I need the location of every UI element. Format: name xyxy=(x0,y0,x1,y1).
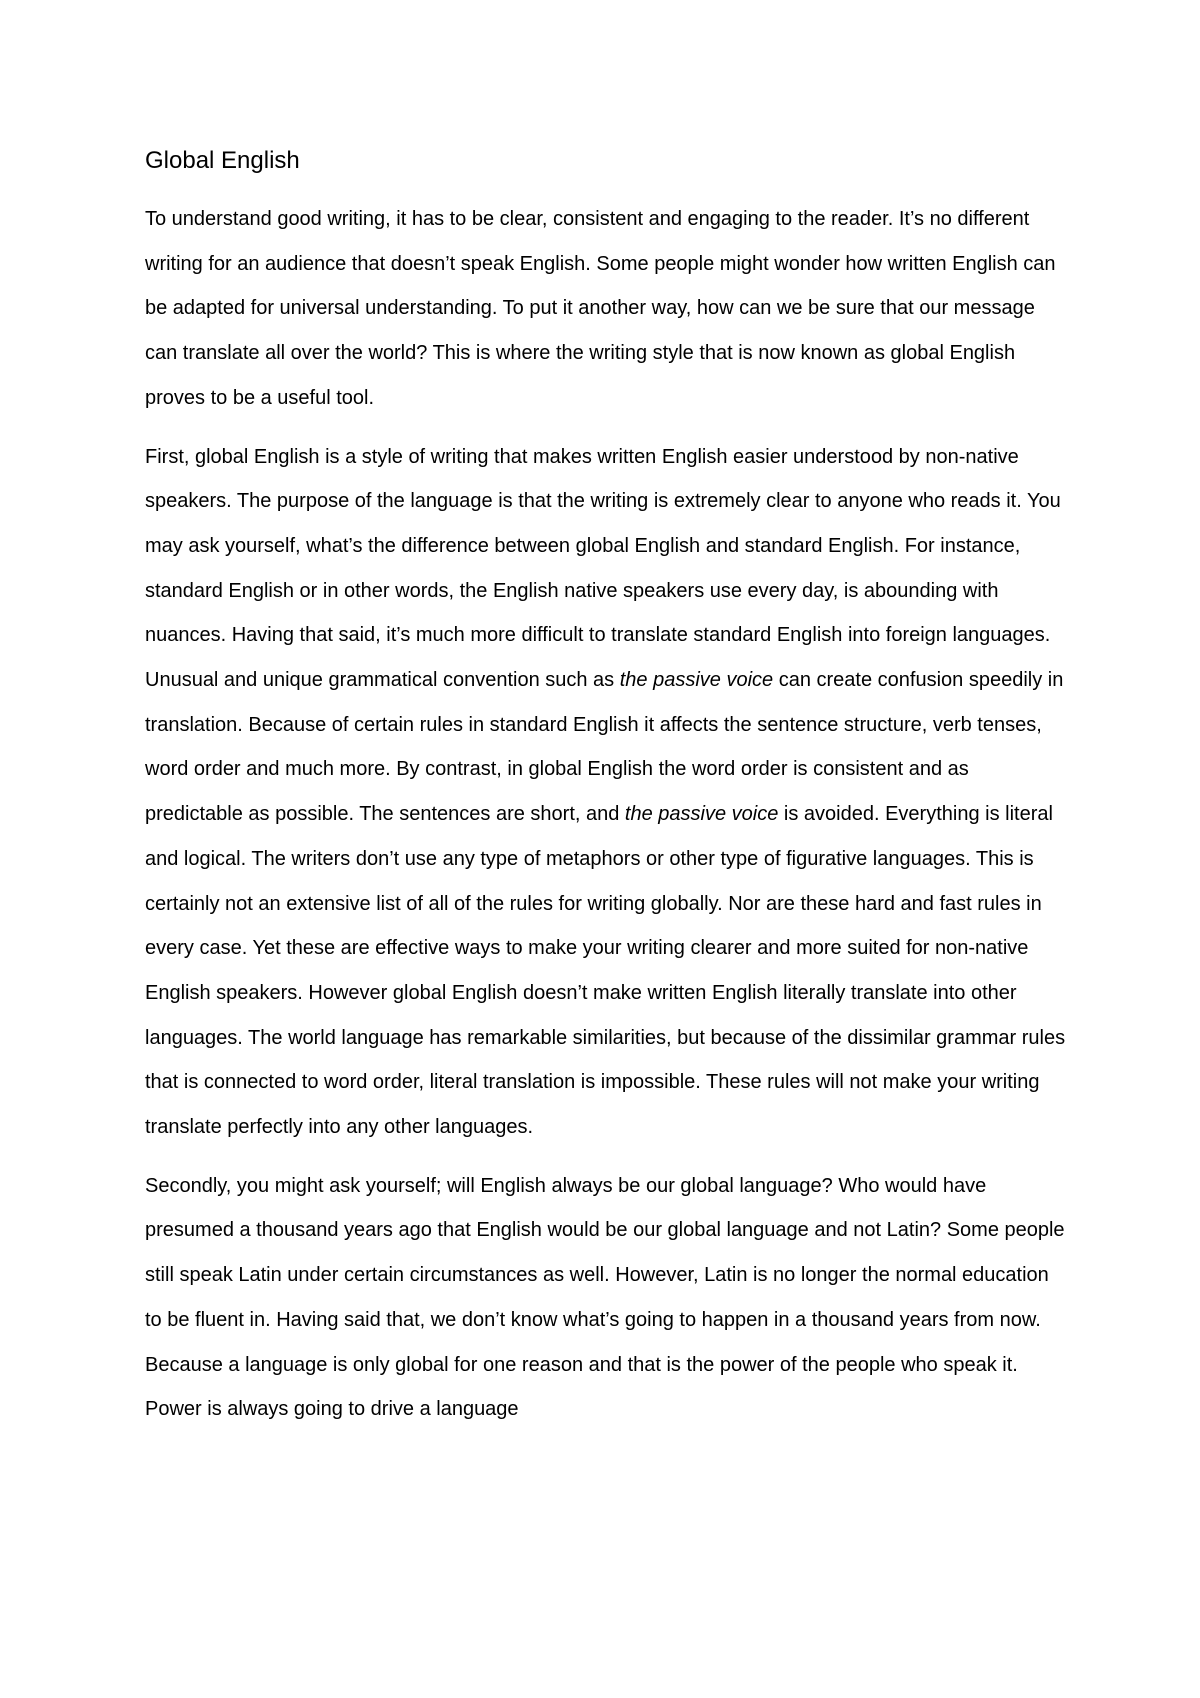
paragraph-first-text-1: First, global English is a style of writing that makes written English easier understood by non-native speakers. The purpose of the language is that the writing is extremely clear to anyone who reads it. You may ask yourself, what’s the difference between global English and standard English. For instance, standard English or in other words, the English native speakers use every day, is abounding with nuances. Having that said, it’s much more difficult to translate standard English into foreign languages. Unusual and unique grammatical convention such as xyxy=(145,445,1061,692)
paragraph-first-text-3: is avoided. Everything is literal and logical. The writers don’t use any type of metaphors or other type of figurative languages. This is certainly not an extensive list of all of the rules for writing globally. Nor are these hard and fast rules in every case. Yet these are effective ways to make your writing clearer and more suited for non-native English speakers. However global English doesn’t make written English literally translate into other languages. The world language has remarkable similarities, but because of the dissimilar grammar rules that is connected to word order, literal translation is impossible. These rules will not make your writing translate perfectly into any other languages. xyxy=(145,803,1066,1139)
paragraph-first xyxy=(145,435,1067,1150)
paragraph-first-text-2: can create confusion speedily in translation. Because of certain rules in standard English it affects the sentence structure, verb tenses, word order and much more. By contrast, in global English the word order is consistent and as predictable as possible. The sentences are short, and xyxy=(145,669,1064,826)
italic-passive-voice-1: the passive voice xyxy=(619,669,774,692)
paragraph-second: Secondly, you might ask yourself; will English always be our global language? Who would have presumed a thousand years ago that English would be our global language and not Latin? Some people still speak Latin under certain circumstances as well. However, Latin is no longer the normal education to be fluent in. Having said that, we don’t know what’s going to happen in a thousand years from now. Because a language is only global for one reason and that is the power of the people who speak it. Power is always going to drive a language xyxy=(145,1174,1065,1421)
document-title: Global English xyxy=(145,147,300,174)
paragraph-intro: To understand good writing, it has to be clear, consistent and engaging to the reader. It’s no different writing for an audience that doesn’t speak English. Some people might wonder how written English can be adapted for universal understanding. To put it another way, how can we be sure that our message can translate all over the world? This is where the writing style that is now known as global English proves to be a useful tool. xyxy=(145,208,1056,409)
document-page xyxy=(145,145,1067,1446)
italic-passive-voice-2: the passive voice xyxy=(624,803,779,826)
